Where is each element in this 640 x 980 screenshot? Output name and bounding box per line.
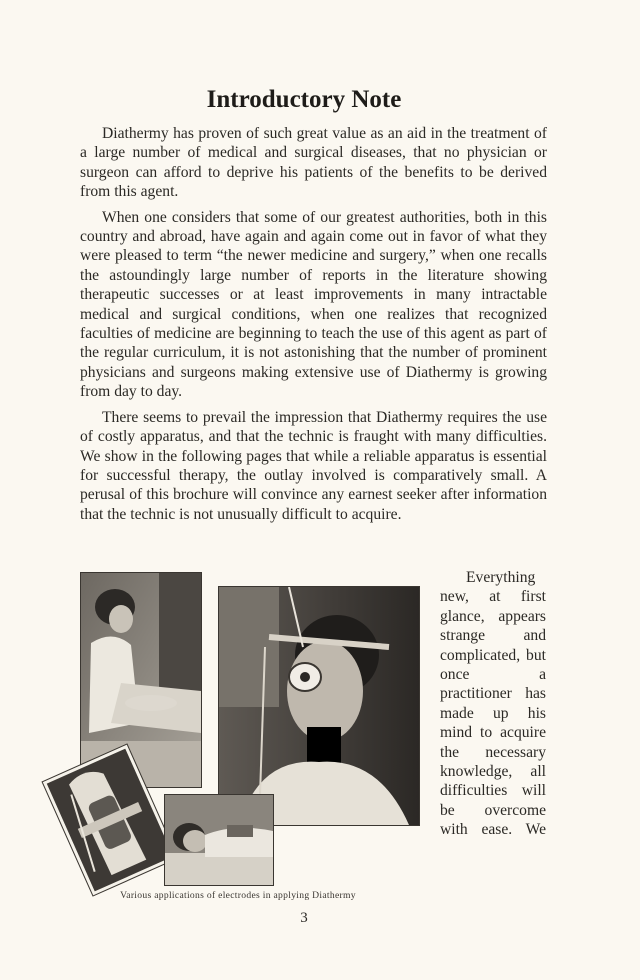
paragraph-3: There seems to prevail the impression that Diathermy requires the use of costly apparatus, and that the technic is fraught with many difficulties. We show in the following pages that while a reliable apparatus is essential for successful therapy, the outlay involved is comparatively small. A perusal of this brochure will convince any earnest seeker after information that the technic is not unusually difficult to acquire.: [80, 408, 547, 523]
paragraph-1: Diathermy has proven of such great value as an aid in the treatment of a large number of medical and surgical diseases, that no physician or surgeon can afford to deprive his patients of the benefits to be derived from this agent.: [80, 125, 547, 201]
paragraph-2: When one considers that some of our greatest authorities, both in this country and abroad, have again and again come out in favor of what they were pleased to term “the newer medicine and surgery,” when one recalls the astoundingly large number of reports in the literature showing therapeutic successes or at least improvements in many intractable medical and surgical conditions, when one realizes that recognized faculties of medicine are beginning to teach the use of this agent as part of the regular curriculum, it is not astonishing that the number of prominent physicians and surgeons making extensive use of Diathermy is growing from day to day.: [80, 208, 547, 401]
page-number: 3: [300, 910, 308, 926]
figure-caption: Various applications of electrodes in applying Diathermy: [120, 890, 356, 901]
photo-head-electrode: [218, 586, 420, 826]
side-paragraph: Everything new, at first glance, appears strange and complicated, but once a practitioner has made up his mind to acquire the necessary knowledge, all difficulties will be overcome with ease. We: [440, 569, 546, 839]
side-text: [440, 568, 546, 840]
page-title: Introductory Note: [206, 86, 402, 113]
photo-patient-reclining: [164, 794, 274, 886]
photo-nurse-treatment: [80, 572, 202, 788]
body-text: [80, 124, 547, 530]
